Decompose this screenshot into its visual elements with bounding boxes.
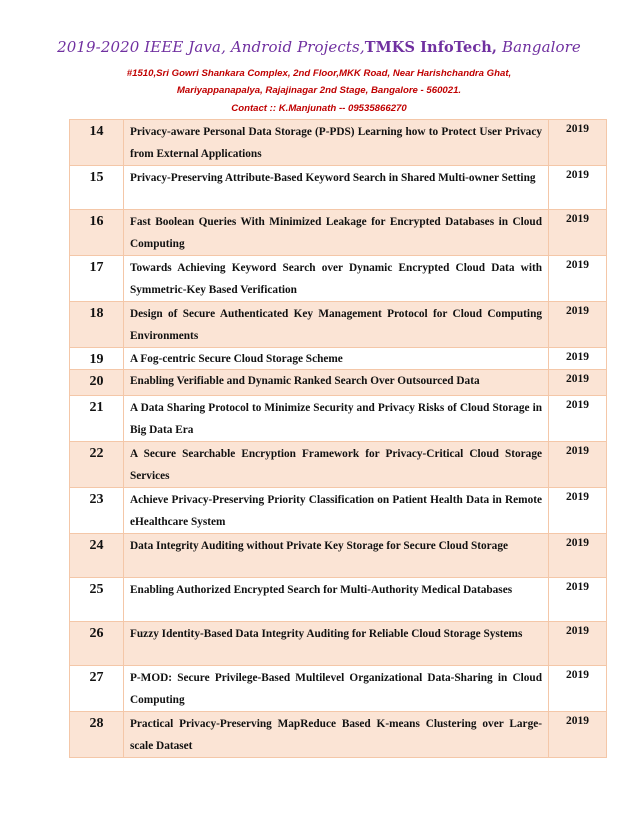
- title-city: Bangalore: [497, 38, 581, 56]
- project-number: 23: [70, 488, 124, 534]
- project-number: 27: [70, 666, 124, 712]
- table-row: [70, 622, 607, 666]
- project-title: Enabling Verifiable and Dynamic Ranked Search Over Outsourced Data: [124, 370, 549, 396]
- table-row: [70, 256, 607, 302]
- project-number: 21: [70, 396, 124, 442]
- project-number: 25: [70, 578, 124, 622]
- project-title: Fuzzy Identity-Based Data Integrity Auditing for Reliable Cloud Storage Systems: [124, 622, 549, 666]
- project-number: 17: [70, 256, 124, 302]
- table-row: [70, 534, 607, 578]
- project-year: 2019: [549, 534, 607, 578]
- project-year: 2019: [549, 488, 607, 534]
- table-row: [70, 712, 607, 758]
- project-title: P-MOD: Secure Privilege-Based Multilevel Organizational Data-Sharing in Cloud Computing: [124, 666, 549, 712]
- project-year: 2019: [549, 622, 607, 666]
- table-row: [70, 488, 607, 534]
- project-number: 24: [70, 534, 124, 578]
- project-number: 14: [70, 120, 124, 166]
- address-line-1: #1510,Sri Gowri Shankara Complex, 2nd Floor,MKK Road, Near Harishchandra Ghat,: [126, 68, 512, 79]
- project-year: 2019: [549, 712, 607, 758]
- project-year: 2019: [549, 442, 607, 488]
- table-row: [70, 166, 607, 210]
- project-number: 18: [70, 302, 124, 348]
- table-row: [70, 442, 607, 488]
- project-year: 2019: [549, 256, 607, 302]
- table-row: [70, 302, 607, 348]
- project-title: Towards Achieving Keyword Search over Dynamic Encrypted Cloud Data with Symmetric-Key Based Verification: [124, 256, 549, 302]
- project-year: 2019: [549, 302, 607, 348]
- project-title: Privacy-Preserving Attribute-Based Keyword Search in Shared Multi-owner Setting: [124, 166, 549, 210]
- project-title: Enabling Authorized Encrypted Search for Multi-Authority Medical Databases: [124, 578, 549, 622]
- project-number: 15: [70, 166, 124, 210]
- project-year: 2019: [549, 666, 607, 712]
- project-title: Achieve Privacy-Preserving Priority Classification on Patient Health Data in Remote eHealthcare System: [124, 488, 549, 534]
- project-table: [69, 119, 607, 758]
- project-title: Design of Secure Authenticated Key Management Protocol for Cloud Computing Environments: [124, 302, 549, 348]
- page-title: [0, 38, 638, 56]
- project-title: Data Integrity Auditing without Private Key Storage for Secure Cloud Storage: [124, 534, 549, 578]
- address-line-2: Mariyappanapalya, Rajajinagar 2nd Stage, Bangalore - 560021.: [176, 85, 462, 96]
- project-year: 2019: [549, 396, 607, 442]
- project-title: A Secure Searchable Encryption Framework for Privacy-Critical Cloud Storage Services: [124, 442, 549, 488]
- project-title: Fast Boolean Queries With Minimized Leakage for Encrypted Databases in Cloud Computing: [124, 210, 549, 256]
- table-row: [70, 120, 607, 166]
- project-year: 2019: [549, 210, 607, 256]
- contact-line: Contact :: K.Manjunath -- 09535866270: [231, 103, 407, 114]
- project-year: 2019: [549, 166, 607, 210]
- project-number: 20: [70, 370, 124, 396]
- table-row: [70, 666, 607, 712]
- project-title: A Fog-centric Secure Cloud Storage Scheme: [124, 348, 549, 370]
- table-row: [70, 370, 607, 396]
- project-year: 2019: [549, 578, 607, 622]
- table-row: [70, 210, 607, 256]
- project-year: 2019: [549, 348, 607, 370]
- table-row: [70, 348, 607, 370]
- table-row: [70, 396, 607, 442]
- project-number: 28: [70, 712, 124, 758]
- table-row: [70, 578, 607, 622]
- project-title: Privacy-aware Personal Data Storage (P-PDS) Learning how to Protect User Privacy from External Applications: [124, 120, 549, 166]
- project-title: Practical Privacy-Preserving MapReduce Based K-means Clustering over Large-scale Dataset: [124, 712, 549, 758]
- project-number: 22: [70, 442, 124, 488]
- project-year: 2019: [549, 120, 607, 166]
- project-title: A Data Sharing Protocol to Minimize Security and Privacy Risks of Cloud Storage in Big Data Era: [124, 396, 549, 442]
- project-number: 16: [70, 210, 124, 256]
- project-number: 26: [70, 622, 124, 666]
- project-year: 2019: [549, 370, 607, 396]
- title-company: TMKS InfoTech,: [364, 39, 498, 56]
- title-italic: 2019-2020 IEEE Java, Android Projects,: [57, 38, 365, 56]
- project-number: 19: [70, 348, 124, 370]
